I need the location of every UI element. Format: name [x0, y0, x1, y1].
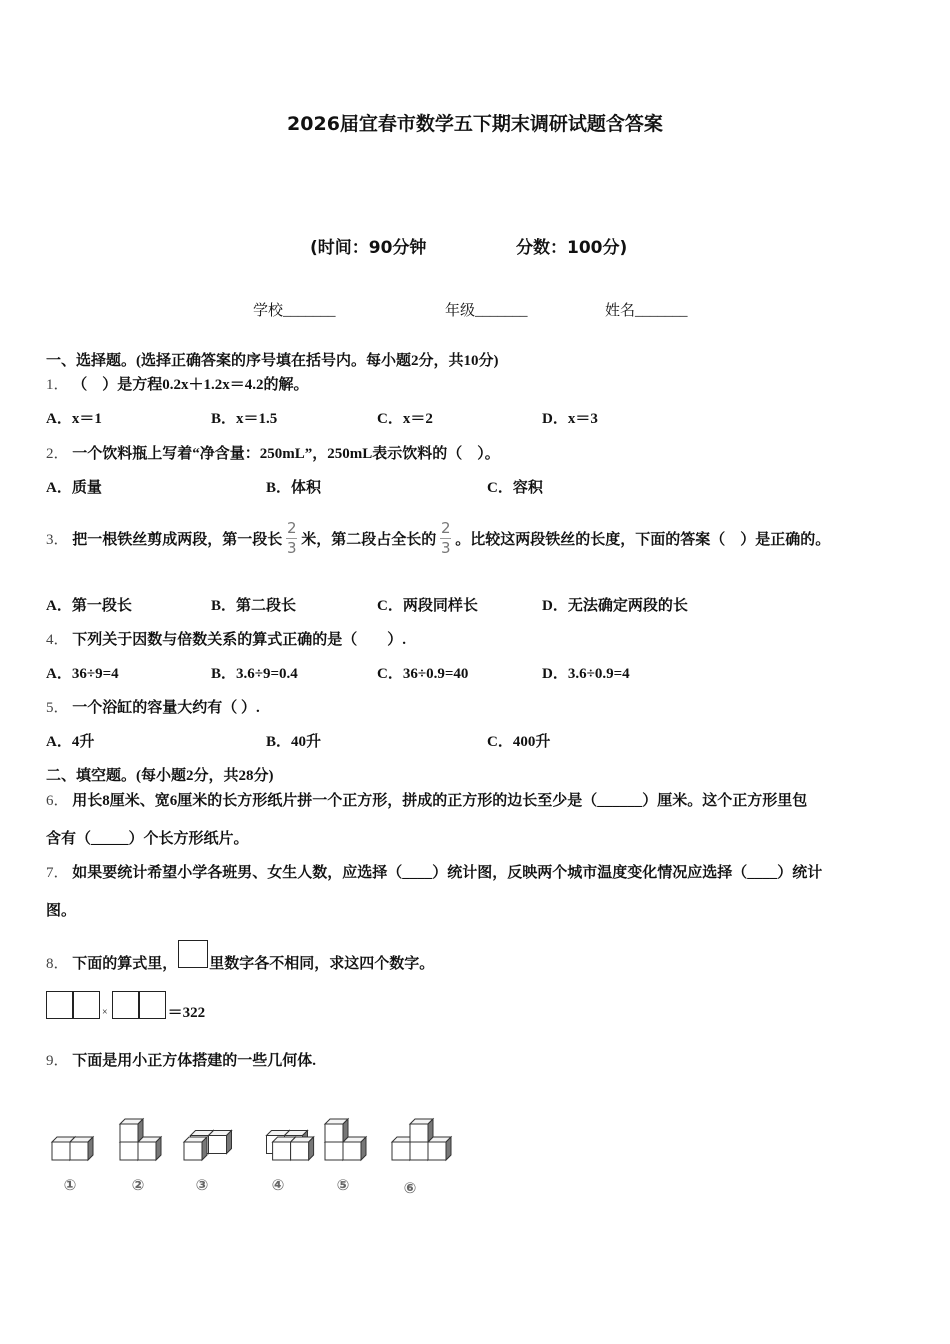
- cube-figure-5: [325, 1119, 366, 1160]
- question-number: 5．: [46, 700, 69, 716]
- digit-box[interactable]: [46, 991, 74, 1019]
- fraction-two-thirds: [440, 520, 451, 557]
- option-c[interactable]: C．400升: [487, 734, 551, 750]
- question-number: 3．: [46, 531, 69, 548]
- denominator: 3: [287, 538, 297, 557]
- question-text: 下面是用小正方体搭建的一些几何体.: [72, 1053, 317, 1069]
- question-text: 一个饮料瓶上写着“净含量：250mL”，250mL表示饮料的（ ）。: [72, 446, 500, 462]
- figure-label: ⑥: [403, 1179, 417, 1195]
- cube-figures: [40, 1085, 520, 1195]
- numerator: 2: [441, 518, 451, 537]
- cube-face: [70, 1142, 88, 1160]
- question-text: 米，第二段占全长的: [301, 531, 437, 548]
- exam-time: (时间：90分钟: [310, 238, 427, 258]
- question-8: [46, 946, 434, 974]
- question-text: 里数字各不相同，求这四个数字。: [209, 956, 435, 972]
- digit-box[interactable]: [72, 991, 100, 1019]
- question-text: （ ）是方程0.2x＋1.2x＝4.2的解。: [72, 377, 309, 393]
- option-a[interactable]: A．36÷9=4: [46, 666, 119, 682]
- figure-label: ②: [131, 1176, 145, 1194]
- question-text: 把一根铁丝剪成两段，第一段长: [72, 531, 283, 548]
- cube-face: [52, 1142, 70, 1160]
- option-a[interactable]: A．x＝1: [46, 411, 102, 427]
- figure-label: ⑤: [336, 1176, 350, 1194]
- section-2-heading: 二、填空题。(每小题2分，共28分): [46, 768, 274, 784]
- cube-face: [273, 1142, 291, 1160]
- option-a[interactable]: A．质量: [46, 480, 102, 496]
- question-number: 8．: [46, 956, 69, 972]
- cube-figure-2: [120, 1119, 161, 1160]
- question-5: [46, 698, 260, 718]
- question-3: [46, 510, 830, 566]
- fraction-two-thirds: [286, 520, 297, 557]
- cube-face: [343, 1142, 361, 1160]
- question-number: 1．: [46, 377, 69, 393]
- cube-face: [428, 1142, 446, 1160]
- question-number: 6．: [46, 793, 69, 809]
- cube-face: [184, 1142, 202, 1160]
- question-text: 如果要统计希望小学各班男、女生人数，应选择（____）统计图，反映两个城市温度变化情况应选择（____）统计: [72, 865, 823, 881]
- question-number: 4．: [46, 632, 69, 648]
- question-7-cont: 图。: [46, 903, 77, 919]
- section-1-heading: 一、选择题。(选择正确答案的序号填在括号内。每小题2分，共10分): [46, 353, 499, 369]
- option-d[interactable]: D．无法确定两段的长: [542, 598, 688, 614]
- exam-score: 分数：100分): [516, 238, 628, 258]
- cube-figure-3: [184, 1131, 232, 1161]
- grade-field[interactable]: 年级_______: [445, 303, 528, 319]
- question-text: 下面的算式里，: [72, 956, 178, 972]
- question-text: 用长8厘米、宽6厘米的长方形纸片拼一个正方形，拼成的正方形的边长至少是（______）厘米。这个正方形里包: [72, 793, 808, 809]
- option-b[interactable]: B．第二段长: [211, 598, 297, 614]
- figure-label: ④: [271, 1176, 285, 1194]
- question-text: 下列关于因数与倍数关系的算式正确的是（ ）.: [72, 632, 407, 648]
- name-field[interactable]: 姓名_______: [605, 303, 688, 319]
- option-d[interactable]: D．x＝3: [542, 411, 598, 427]
- cube-figure-1: [52, 1137, 93, 1160]
- question-9: [46, 1051, 316, 1071]
- cube-face: [138, 1142, 156, 1160]
- cube-face: [209, 1136, 227, 1154]
- option-b[interactable]: B．40升: [266, 734, 322, 750]
- question-6-cont: 含有（_____）个长方形纸片。: [46, 831, 249, 847]
- cube-face: [410, 1124, 428, 1142]
- denominator: 3: [441, 538, 451, 557]
- figure-label: ③: [195, 1176, 209, 1194]
- question-number: 9．: [46, 1053, 69, 1069]
- digit-box[interactable]: [112, 991, 140, 1019]
- equation-row: [46, 989, 205, 1019]
- cube-face: [120, 1124, 138, 1142]
- option-c[interactable]: C．两段同样长: [377, 598, 478, 614]
- question-number: 2．: [46, 446, 69, 462]
- option-a[interactable]: A．4升: [46, 734, 95, 750]
- question-2: [46, 444, 500, 464]
- school-field[interactable]: 学校_______: [253, 303, 336, 319]
- blank-box: [178, 940, 208, 968]
- cube-face: [325, 1124, 343, 1142]
- option-a[interactable]: A．第一段长: [46, 598, 132, 614]
- question-text: 。比较这两段铁丝的长度，下面的答案（ ）是正确的。: [455, 531, 831, 548]
- question-1: [46, 375, 309, 395]
- cube-face: [392, 1142, 410, 1160]
- option-c[interactable]: C．容积: [487, 480, 543, 496]
- question-text: 一个浴缸的容量大约有（ ）.: [72, 700, 260, 716]
- question-6: [46, 791, 807, 811]
- option-b[interactable]: B．x＝1.5: [211, 411, 278, 427]
- option-d[interactable]: D．3.6÷0.9=4: [542, 666, 630, 682]
- option-c[interactable]: C．x＝2: [377, 411, 433, 427]
- equation-result: ＝322: [167, 1005, 206, 1021]
- option-b[interactable]: B．3.6÷9=0.4: [211, 666, 298, 682]
- question-number: 7．: [46, 865, 69, 881]
- numerator: 2: [287, 518, 297, 537]
- figure-label: ①: [63, 1176, 77, 1194]
- option-c[interactable]: C．36÷0.9=40: [377, 666, 469, 682]
- question-7: [46, 863, 822, 883]
- option-b[interactable]: B．体积: [266, 480, 322, 496]
- times-sign: ×: [102, 1007, 108, 1018]
- page-title: 2026届宜春市数学五下期末调研试题含答案: [287, 113, 663, 135]
- cube-figure-6: [392, 1119, 451, 1160]
- cube-face: [291, 1142, 309, 1160]
- cube-face: [410, 1142, 428, 1160]
- question-4: [46, 630, 406, 650]
- digit-box[interactable]: [138, 991, 166, 1019]
- cube-face: [325, 1142, 343, 1160]
- cube-face: [120, 1142, 138, 1160]
- cube-figure-4: [267, 1131, 314, 1161]
